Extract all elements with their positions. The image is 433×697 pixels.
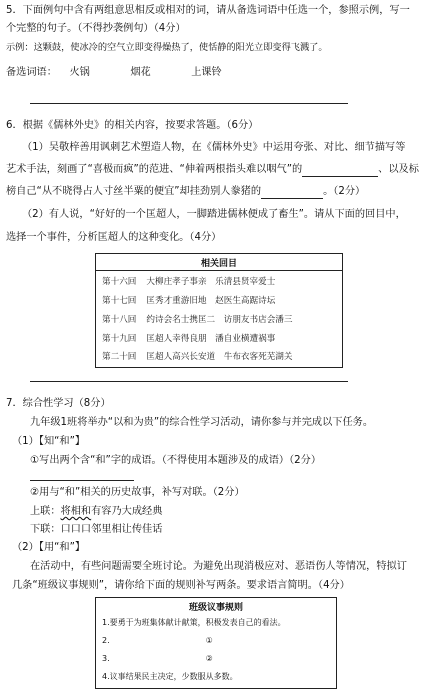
- q6-blank-1[interactable]: [302, 165, 378, 177]
- q6-blank-2[interactable]: [261, 187, 323, 199]
- q5-line2: 个完整的句子。（不得抄袭例句）（4分）: [6, 23, 186, 34]
- q7-part1-blank[interactable]: [30, 480, 134, 481]
- chapter-number: 第二十回: [102, 352, 137, 362]
- rule-number: 2.: [102, 636, 110, 645]
- q5-line1: 5．下面例句中含有两组意思相反或相对的词，请从备选词语中任选一个，参照示例，写一: [6, 5, 410, 16]
- table-row: [102, 295, 275, 307]
- q5-word-3: 上课铃: [191, 67, 222, 78]
- table-row: [102, 351, 293, 363]
- table-row: [102, 333, 275, 345]
- q6-sub1-line1: （1）吴敬梓善用讽刺艺术塑造人物，在《儒林外史》中运用夸张、对比、细节描写等: [22, 142, 406, 153]
- q5-example-label: 示例：: [6, 42, 34, 53]
- q6-title: 6．根据《儒林外史》的相关内容，按要求答题。（6分）: [6, 120, 259, 131]
- chapter-title: 匡超人高兴长安道 牛布衣客死芜湖关: [146, 352, 293, 362]
- q7-part1-heading: （1）【知“和”】: [12, 436, 86, 447]
- q7-upper-label: 上联：: [30, 506, 61, 517]
- rule-item: [102, 635, 213, 647]
- q6-sub2-line1: （2）有人说，“好好的一个匡超人，一脚踏进儒林便成了畜生”。请从下面的回目中，: [22, 209, 406, 220]
- q6-sub1-line3: [6, 185, 365, 199]
- q5-words: [6, 66, 222, 80]
- chapter-title: 匡超人幸得良朋 潘自业横遭祸事: [146, 334, 276, 344]
- q6-sub1-line3-text-b: 。（2分）: [323, 186, 366, 197]
- q7-part2-line2: 几条“班级议事规则”，请你给下面的规则补写两条。要求语言简明。（4分）: [12, 580, 350, 591]
- q6-sub1-line3-text-a: 榜自己“从不晓得占人寸丝半粟的便宜”却挂劲别人豢猪的: [6, 186, 262, 197]
- q7-couplet-lower: [30, 523, 162, 537]
- rule-item: 4.议事结果民主决定，少数服从多数。: [102, 672, 238, 681]
- q7-couplet-upper: [30, 505, 162, 519]
- rules-title: 班级议事规则: [188, 603, 243, 613]
- q7-part1-item1: ①写出两个含“和”字的成语。（不得使用本题涉及的成语）（2分）: [30, 455, 322, 466]
- rule-blank-mark[interactable]: ②: [205, 654, 213, 663]
- q5-example-text: 这颗鼓，使冰冷的空气立即变得燥热了，使恬静的阳光立即变得飞溅了。: [33, 42, 328, 53]
- q5-word-1: 火锅: [69, 67, 90, 78]
- chapters-table-title: 相关回目: [200, 259, 237, 269]
- chapter-title: 大柳庄孝子事亲 乐清县贤宰爱士: [146, 277, 276, 287]
- chapter-title: 约诗会名士携匡二 访朋友书店会潘三: [146, 315, 293, 325]
- rule-number: 3.: [102, 654, 110, 663]
- q7-title: 7．综合性学习（8分）: [6, 398, 111, 409]
- q7-upper-wavy: 将相和: [60, 506, 92, 517]
- chapter-number: 第十六回: [102, 277, 137, 287]
- q7-lower-label: 下联：: [30, 524, 61, 535]
- q5-answer-line[interactable]: [30, 103, 348, 104]
- q7-part2-heading: （2）【用“和”】: [12, 542, 86, 553]
- chapter-number: 第十七回: [102, 296, 137, 306]
- q7-upper-text: 有容乃大成经典: [91, 506, 163, 517]
- q7-part1-item2: ②用与“和”相关的历史故事，补写对联。（2分）: [30, 487, 245, 498]
- chapter-title: 匡秀才重游旧地 赵医生高踞诗坛: [146, 296, 276, 306]
- q5-words-label: 备选词语：: [6, 67, 57, 78]
- table-row: [102, 276, 275, 288]
- rules-box: [95, 597, 337, 689]
- q5-example: [6, 41, 328, 54]
- q5-word-2: 烟花: [130, 67, 151, 78]
- rule-item: 1.要勇于为班集体献计献策，积极发表自己的看法。: [102, 618, 286, 627]
- q6-sub1-line2: [6, 163, 419, 177]
- q7-intro: 九年级1班将举办“以和为贵”的综合性学习活动，请你参与并完成以下任务。: [30, 417, 374, 428]
- chapters-table-divider: [96, 270, 342, 271]
- q6-answer-line[interactable]: [30, 381, 348, 382]
- q6-sub1-line2-text-b: 、以及标: [378, 164, 419, 175]
- chapters-table: [95, 253, 343, 368]
- chapter-number: 第十九回: [102, 334, 137, 344]
- q7-part2-line1: 在活动中，有些问题需要全班讨论。为避免出现消极应对、恶语伤人等情况，特拟订: [30, 561, 407, 572]
- table-row: [102, 314, 293, 326]
- rule-item: [102, 653, 213, 665]
- chapter-number: 第十八回: [102, 315, 137, 325]
- q6-sub1-line2-text-a: 艺术手法，刻画了“喜极而疯”的范进、“伸着两根指头难以咽气”的: [6, 164, 303, 175]
- q7-lower-text: 口口口邻里相让传佳话: [60, 524, 163, 535]
- q6-sub2-line2: 选择一个事件，分析匡超人的这种变化。（4分）: [6, 232, 222, 243]
- rule-blank-mark[interactable]: ①: [205, 636, 213, 645]
